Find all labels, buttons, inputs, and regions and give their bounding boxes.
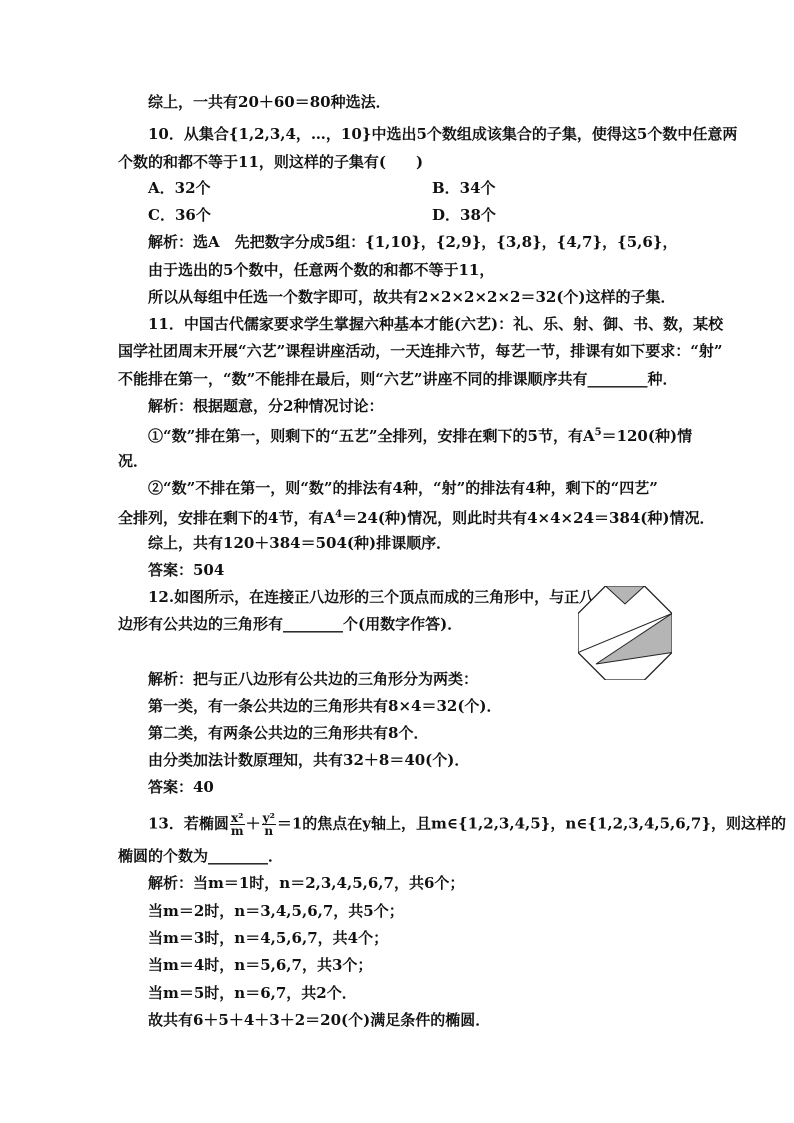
q11-solution-line5-text: 全排列，安排在剩下的4节，有A	[118, 509, 336, 527]
q12-stem-line2: 边形有公共边的三角形有________个(用数字作答)．	[118, 615, 463, 633]
q11-solution-line5	[118, 505, 715, 528]
q13-solution-line1: 解析：当m＝1时，n＝2,3,4,5,6,7，共6个；	[148, 874, 465, 892]
q10-option-b: B．34个	[432, 179, 496, 197]
q10-option-d: D．38个	[432, 206, 496, 224]
q10-option-c: C．36个	[148, 206, 211, 224]
permutation-superscript: 5	[594, 427, 602, 438]
q11-solution-line3: 况．	[118, 452, 149, 470]
q11-solution-line2-tail: ＝120(种)情	[601, 427, 693, 445]
q11-stem-line1: 11．中国古代儒家要求学生掌握六种基本才能(六艺)：礼、乐、射、御、书、数，某校	[148, 315, 724, 333]
q12-solution-line2: 第一类，有一条公共边的三角形共有8×4＝32(个)．	[148, 697, 502, 715]
fraction-y2-over-n	[262, 812, 276, 837]
q10-stem-line1: 10．从集合{1,2,3,4，…，10}中选出5个数组成该集合的子集，使得这5个数中任意两	[148, 125, 738, 143]
q12-answer: 答案：40	[148, 778, 214, 796]
q12-stem-line1: 12.如图所示，在连接正八边形的三个顶点而成的三角形中，与正八	[148, 588, 595, 606]
fraction-denominator: n	[264, 824, 274, 838]
q13-stem-tail: ＝1的焦点在y轴上，且m∈{1,2,3,4,5}，n∈{1,2,3,4,5,6,7}，则这样的	[276, 814, 787, 833]
q11-solution-line2-text: ①“数”排在第一，则剩下的“五艺”全排列，安排在剩下的5节，有A	[148, 427, 595, 445]
fraction-denominator: m	[230, 824, 244, 838]
q10-solution-line1: 解析：选A 先把数字分成5组：{1,10}，{2,9}，{3,8}，{4,7}，{5,6}，	[148, 233, 678, 251]
q13-solution-line3: 当m＝3时，n＝4,5,6,7，共4个；	[148, 929, 389, 947]
q13-solution-line5: 当m＝5时，n＝6,7，共2个．	[148, 984, 357, 1002]
q11-solution-line2	[148, 423, 692, 446]
permutation-superscript: 4	[335, 509, 343, 520]
q11-solution-line5-tail: ＝24(种)情况，则此时共有4×4×24＝384(种)情况．	[342, 509, 715, 527]
q12-solution-line1: 解析：把与正八边形有公共边的三角形分为两类：	[148, 670, 479, 688]
q13-stem-line1	[148, 812, 786, 837]
q11-solution-line6: 综上，共有120＋384＝504(种)排课顺序．	[148, 534, 452, 552]
q11-solution-line4: ②“数”不排在第一，则“数”的排法有4种，“射”的排法有4种，剩下的“四艺”	[148, 479, 658, 497]
q13-stem-prefix: 13．若椭圆	[148, 814, 229, 833]
q11-stem-line3: 不能排在第一，“数”不能排在最后，则“六艺”讲座不同的排课顺序共有________种．	[118, 370, 678, 388]
q12-solution-line3: 第二类，有两条公共边的三角形共有8个．	[148, 724, 429, 742]
q13-solution-line2: 当m＝2时，n＝3,4,5,6,7，共5个；	[148, 902, 404, 920]
fraction-numerator: y²	[262, 811, 275, 825]
q10-option-a: A．32个	[148, 179, 211, 197]
q11-answer: 答案：504	[148, 561, 225, 579]
fraction-numerator: x²	[231, 811, 244, 825]
q13-solution-line4: 当m＝4时，n＝5,6,7，共3个；	[148, 956, 373, 974]
q13-solution-line6: 故共有6＋5＋4＋3＋2＝20(个)满足条件的椭圆．	[148, 1011, 491, 1029]
q10-solution-line2: 由于选出的5个数中，任意两个数的和都不等于11，	[148, 261, 495, 279]
fraction-x2-over-m	[230, 812, 245, 837]
q11-solution-line1: 解析：根据题意，分2种情况讨论：	[148, 397, 384, 415]
q10-stem-line2: 个数的和都不等于11，则这样的子集有( )	[118, 153, 424, 171]
q12-solution-line4: 由分类加法计数原理知，共有32＋8＝40(个)．	[148, 751, 470, 769]
plus-sign: ＋	[245, 814, 261, 833]
q13-stem-line2: 椭圆的个数为________．	[118, 847, 284, 865]
q11-stem-line2: 国学社团周末开展“六艺”课程讲座活动，一天连排六节，每艺一节，排课有如下要求：“射”	[118, 342, 723, 360]
summary-line-prev: 综上，一共有20＋60＝80种选法．	[148, 93, 391, 111]
octagon-figure	[578, 586, 672, 680]
q10-solution-line3: 所以从每组中任选一个数字即可，故共有2×2×2×2×2＝32(个)这样的子集．	[148, 288, 676, 306]
